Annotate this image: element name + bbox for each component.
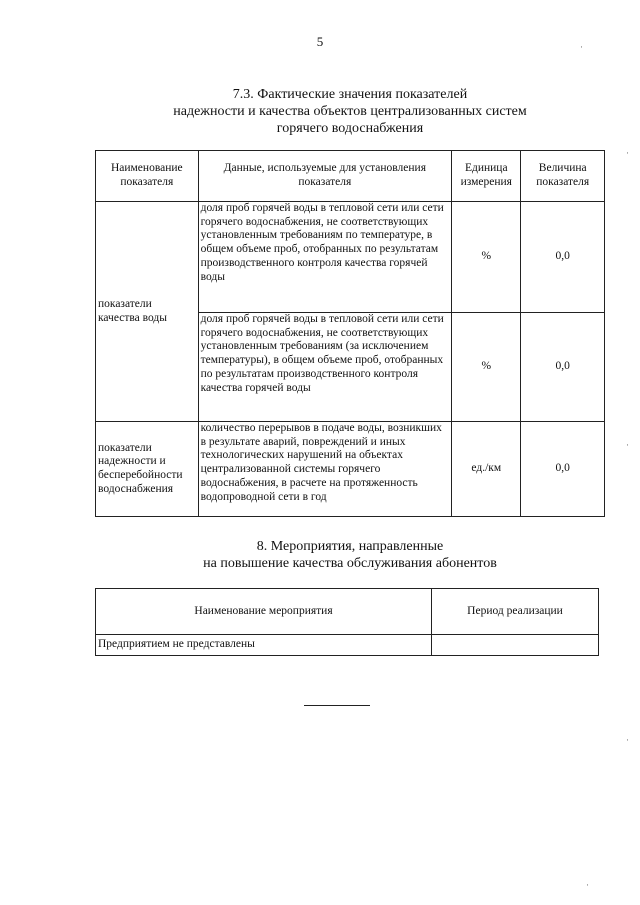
row-value: 0,0: [521, 202, 605, 313]
header-data-used: Данные, используемые для установления показателя: [198, 151, 451, 202]
header-value: Величина показателя: [521, 151, 605, 202]
page-number: 5: [316, 34, 324, 49]
header-period: Период реализации: [432, 589, 599, 635]
measures-table: [95, 588, 599, 656]
group-quality: показатели качества воды: [96, 202, 199, 422]
header-unit: Единица измерения: [452, 151, 521, 202]
row-value: 0,0: [521, 422, 605, 517]
group-reliability: показатели надежности и бесперебойности водоснабжения: [96, 422, 199, 517]
header-indicator-name: Наименование показателя: [96, 151, 199, 202]
table-header-row: [96, 589, 599, 635]
header-measure: Наименование мероприятия: [96, 589, 432, 635]
indicators-table: [95, 150, 605, 517]
title-line: на повышение качества обслуживания абонентов: [203, 556, 497, 571]
row-data: доля проб горячей воды в тепловой сети или сети горячего водоснабжения, не соответствующих установленным требованиям по температуре, в общем объеме проб, отобранных по результатам производственного контроля качества горячей воды: [198, 202, 451, 313]
table-header-row: [96, 151, 605, 202]
row-data: доля проб горячей воды в тепловой сети или сети горячего водоснабжения, не соответствующих установленным требованиям (за исключением температуры), в общем объеме проб, отобранных по результатам производственного контроля качества горячей воды: [198, 313, 451, 422]
scan-speck: ·: [586, 880, 589, 890]
scan-speck: ·: [626, 735, 629, 745]
title-line: 8. Мероприятия, направленные: [256, 539, 444, 554]
scan-speck: ·: [580, 42, 583, 52]
section-7-3-title: [60, 86, 640, 137]
title-line: надежности и качества объектов централизованных систем: [173, 104, 527, 119]
row-measure: Предприятием не представлены: [96, 635, 432, 656]
row-value: 0,0: [521, 313, 605, 422]
row-period: [432, 635, 599, 656]
row-data: количество перерывов в подаче воды, возникших в результате аварий, повреждений и иных технологических нарушений на объектах централизованной системы горячего водоснабжения, в расчете на протяженность водопроводной сети в год: [198, 422, 451, 517]
row-unit: %: [452, 313, 521, 422]
separator-line: [304, 705, 370, 706]
table-row: [96, 635, 599, 656]
scan-speck: ·: [626, 440, 629, 450]
title-line: горячего водоснабжения: [276, 121, 424, 136]
title-line: 7.3. Фактические значения показателей: [232, 87, 468, 102]
table-row: [96, 422, 605, 517]
scan-speck: ·: [626, 148, 629, 158]
row-unit: %: [452, 202, 521, 313]
row-unit: ед./км: [452, 422, 521, 517]
section-8-title: [60, 538, 640, 572]
table-row: [96, 202, 605, 313]
